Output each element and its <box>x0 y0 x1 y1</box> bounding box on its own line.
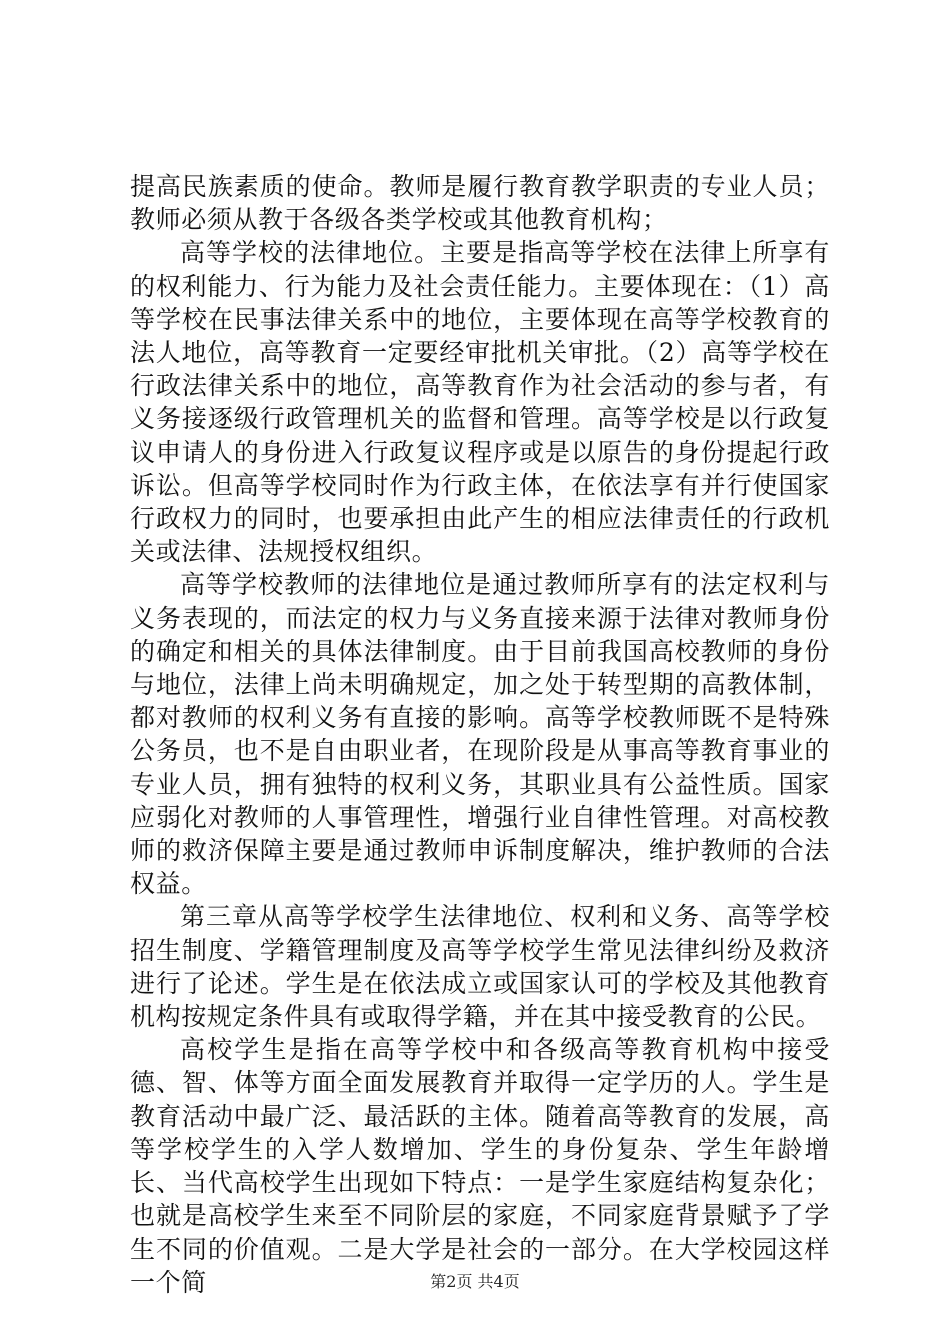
body-text <box>130 170 830 1299</box>
paragraph-1: 提高民族素质的使命。教师是履行教育教学职责的专业人员；教师必须从教于各级各类学校或其他教育机构； <box>130 172 830 235</box>
paragraph-5: 高校学生是指在高等学校中和各级高等教育机构中接受德、智、体等方面全面发展教育并取得一定学历的人。学生是教育活动中最广泛、最活跃的主体。随着高等教育的发展，高等学校学生的入学人数增加、学生的身份复杂、学生年龄增长、当代高校学生出现如下特点：一是学生家庭结构复杂化；也就是高校学生来至不同阶层的家庭，不同家庭背景赋予了学生不同的价值观。二是大学是社会的一部分。在大学校园这样一个简 <box>130 1035 830 1297</box>
paragraph-4: 第三章从高等学校学生法律地位、权利和义务、高等学校招生制度、学籍管理制度及高等学校学生常见法律纠纷及救济进行了论述。学生是在依法成立或国家认可的学校及其他教育机构按规定条件具有或取得学籍，并在其中接受教育的公民。 <box>130 902 830 1032</box>
paragraph-2: 高等学校的法律地位。主要是指高等学校在法律上所享有的权利能力、行为能力及社会责任能力。主要体现在：（1）高等学校在民事法律关系中的地位，主要体现在高等学校教育的法人地位，高等教育一定要经审批机关审批。（2）高等学校在行政法律关系中的地位，高等教育作为社会活动的参与者，有义务接逐级行政管理机关的监督和管理。高等学校是以行政复议申请人的身份进入行政复议程序或是以原告的身份提起行政诉讼。但高等学校同时作为行政主体，在依法享有并行使国家行政权力的同时，也要承担由此产生的相应法律责任的行政机关或法律、法规授权组织。 <box>130 238 830 567</box>
page-footer: 第2页 共4页 <box>430 1272 520 1291</box>
paragraph-3: 高等学校教师的法律地位是通过教师所享有的法定权利与义务表现的，而法定的权力与义务直接来源于法律对教师身份的确定和相关的具体法律制度。由于目前我国高校教师的身份与地位，法律上尚未明确规定，加之处于转型期的高教体制，都对教师的权利义务有直接的影响。高等学校教师既不是特殊公务员，也不是自由职业者，在现阶段是从事高等教育事业的专业人员，拥有独特的权利义务，其职业具有公益性质。国家应弱化对教师的人事管理性，增强行业自律性管理。对高校教师的救济保障主要是通过教师申诉制度解决，维护教师的合法权益。 <box>130 570 830 899</box>
